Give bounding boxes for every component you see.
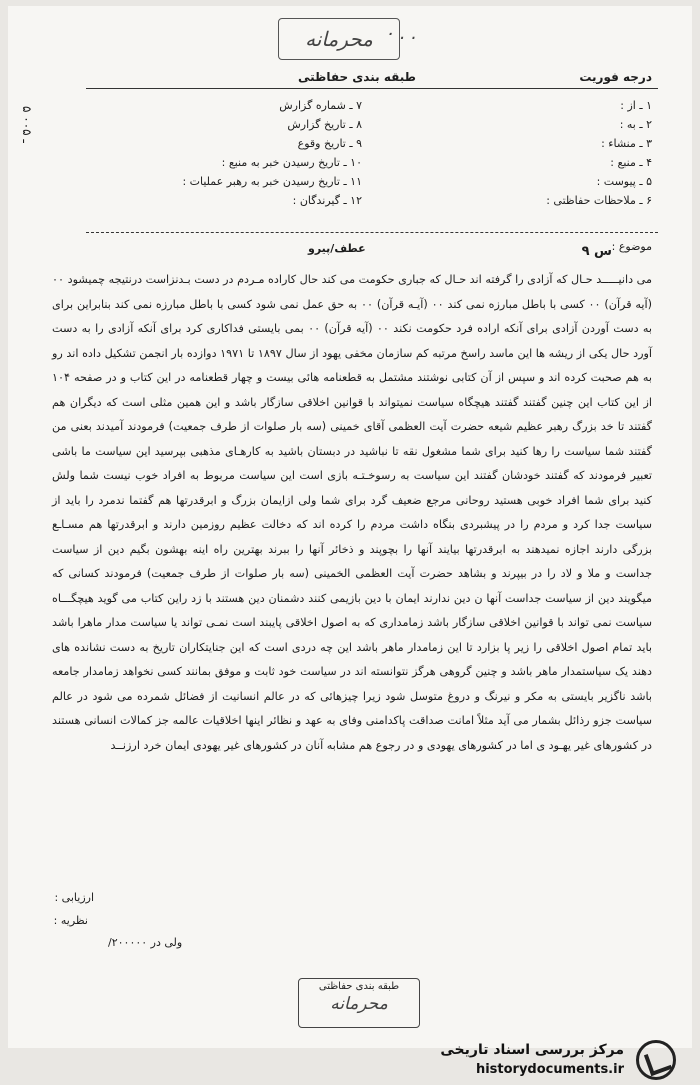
- field-origin: ۳ ـ منشاء :: [601, 137, 652, 150]
- report-body: [52, 268, 652, 758]
- footer-classification-box: [298, 978, 420, 1028]
- field-attachment: ۵ ـ پیوست :: [596, 175, 652, 188]
- archive-watermark: [420, 1040, 680, 1082]
- opinion-label: نظریه :: [53, 914, 88, 927]
- report-paragraph: می دانیـــــد حـال که آزادی را گرفته اند حـال که جباری حکومت می کند حال کاراده مـردم در دست بـدنزاست درنتیجه چمیشود ۰۰ (آیه قرآن) ۰۰ کسی با باطل مبارزه نمی کند ۰۰ (آیـه قرآن) ۰۰ به حق عمل نمی شود کسی با باطل مبارزه نمی کند بنابراین برای به دست آوردن آزادی برای آنکه اراده فرد حکومت نکند ۰۰ (آیه قرآن) ۰۰ بمی بایستی فداکاری کرد برای آنکه آزادی را به دست آورد حال یکی از ریشه ها این ماسد راسخ مرتبه کم سازمان مخفی یهود از سال ۱۸۹۷ تا ۱۹۷۱ دوازده بار انجمن تشکیل داده اند رو به هم صحبت کرده اند و سپس از آن کتابی نوشتند مشتمل به قطعنامه هائی بیست و چهار قطعنامه در این کتاب و در صفحه ۱۰۴ از این کتاب این چنین گفتند گفتند هیچگاه سیاست نمیتواند با قوانین اخلاقی سازگار باشد و این همین مثلی است که دیگران هم گفتند تا خد بزرگ رهبر عظیم شیعه حضرت آیت العظمی آقای خمینی (سه بار صلوات از طرف جمعیت) فرمودند آمیدند بعنی من گفتند شما سیاست را رها کنید برای شما مشغول نقه تا نباشید در دبستان باشید به کارهـای مذهبی بپرسید این سیاست ما باشی تعبیر فرمودند که گفتند خودشان گفتند این سیاست به رسوخـتـه بازی است این سیاست مربوط به افراد خوب نیست شما ولش کنید برای شما افراد خوبی هستید روحانی مرجع ضعیف گرد برای شما ولی ازایمان بزرگ و ابرقدرتها هم گفتما ندمرد را باید از سیاست جدا کرد و مردم را در پیشبردی بنگاه داشت مردم را کرده اند که دخالت عظیم روزمین دارند و ابرقدرتها هم مسـاـع بزرگی دارند اجازه نمیدهند به ابرقدرتها بیایند آنها را بچوپند و ذخائر آنها را ببرند بهترین راه اینه بهشون بگیم دین از سیاست جداست و ملا و لاد را در بیپرند و بشاهد حضرت آیت العظمی الخمینی (سه بار صلوات از طرف جمعیت) فرمودند کسانی که میگویند دین از سیاست جداست آنها ن دین ندارند ایمان با دین بازیمی کنند دشمنان دین هستند با زد راین کتاب می گوید هیچگـــاه سیاست نمی تواند با قوانین اخلاقی سازگار باشد زمامداری که به اصول اخلاقی پایبند است نمـی تواند یا سیاست مدار ماهرا باشد باید تمام اصول اخلاقی را زیر پا بزارد تا این زمامدار ماهر باشد این چه دردی است که این جنایتکاران تاریخ به دست نشانده های دهند یک سیاستمدار ماهر باشد و چنین گروهی هرگز نتوانسته اند در سیاست خود ثابت و موفق بمانند کسی نخواهد زمامدار جامعه باشد ناگزیر بایستی به مکر و نیرنگ و دروغ متوسل شود زیرا چیزهائی که در عالم انسانیت از فضائل شمرده می شود در عالم سیاست جزو رذائل بشمار می آید مثلاً امانت صداقت پاکدامنی وفای به عهد و نظائر اینها اخلاقیات عالمه جز کمالات انسانی هستند در کشورهای غیر یهـود ی اما در کشورهای یهودی و در رجوع هم مشابه آنان در کشورهای غیر یهودی ایمان خرد ارزنــد: [52, 273, 653, 752]
- field-operations-receipt-date: ۱۱ ـ تاریخ رسیدن خبر به رهبر عملیات :: [182, 175, 362, 188]
- field-to: ۲ ـ به :: [619, 118, 652, 131]
- classification-title: طبقه بندی حفاظتی: [298, 70, 416, 84]
- field-from: ۱ ـ از :: [620, 99, 652, 112]
- left-fields: [42, 96, 362, 210]
- field-report-number: ۷ ـ شماره گزارش: [279, 99, 362, 112]
- field-recipients: ۱۲ ـ گیرندگان :: [292, 194, 362, 207]
- subject-sequence: س ۹: [581, 244, 612, 259]
- subject-label: موضوع :: [611, 240, 652, 253]
- stamp-text: محرمانه: [305, 27, 373, 51]
- subject-divider: [86, 232, 658, 233]
- document-page: [8, 6, 692, 1048]
- footer-class-title: طبقه بندی حفاظتی: [318, 981, 400, 992]
- field-source: ۴ ـ منبع :: [610, 156, 652, 169]
- stamp-dots: ۰ . .: [384, 23, 417, 44]
- archive-url: historydocuments.ir: [475, 1062, 624, 1077]
- vertical-document-number: ۵ ـ ۰۰۵: [20, 106, 34, 143]
- priority-title: درجه فوریت: [579, 70, 652, 84]
- subject-text: عطف/پیرو: [308, 242, 366, 255]
- footer-class-value: محرمانه: [330, 994, 388, 1014]
- field-source-receipt-date: ۱۰ ـ تاریخ رسیدن خبر به منبع :: [221, 156, 362, 169]
- header-divider: [86, 88, 658, 89]
- field-event-date: ۹ ـ تاریخ وقوع: [297, 137, 362, 150]
- field-report-date: ۸ ـ تاریخ گزارش: [287, 118, 362, 131]
- evaluation-label: ارزیابی :: [54, 891, 94, 904]
- archive-name: مرکز بررسی اسناد تاریخی: [440, 1042, 624, 1058]
- archive-logo-icon: [636, 1040, 676, 1080]
- right-fields: [452, 96, 652, 210]
- amount-note: ولی در ۲۰۰۰۰۰/: [108, 936, 183, 949]
- confidential-stamp: [278, 18, 417, 60]
- field-security-notes: ۶ ـ ملاحظات حفاظتی :: [546, 194, 652, 207]
